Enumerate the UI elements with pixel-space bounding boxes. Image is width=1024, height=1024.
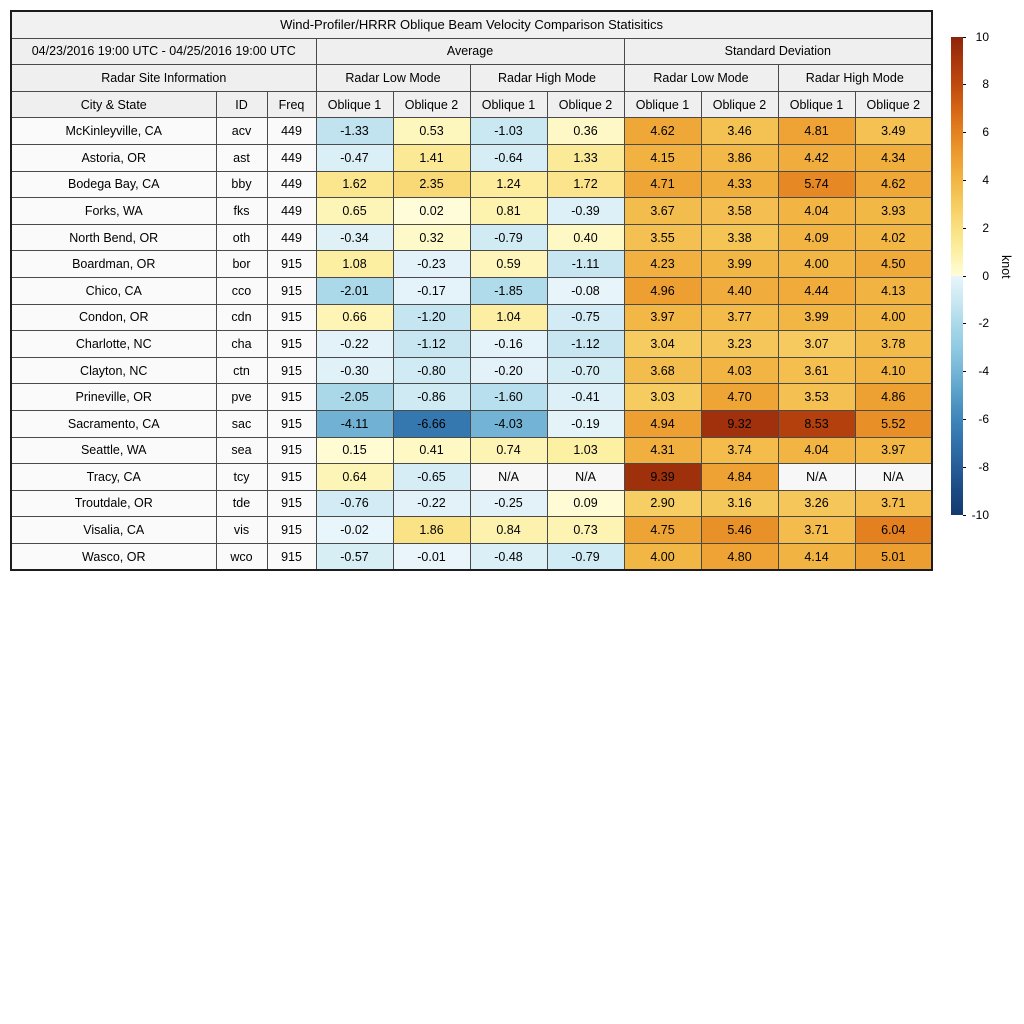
value-cell: -0.80: [393, 357, 470, 384]
freq-cell: 449: [267, 224, 316, 251]
value-cell: 3.03: [624, 384, 701, 411]
value-cell: 4.62: [624, 118, 701, 145]
value-cell: 0.41: [393, 437, 470, 464]
value-cell: 9.39: [624, 464, 701, 491]
value-cell: -0.08: [547, 277, 624, 304]
date-range-label: 04/23/2016 19:00 UTC - 04/25/2016 19:00 UTC: [11, 38, 316, 65]
site-id-cell: oth: [216, 224, 267, 251]
value-cell: 3.49: [855, 118, 932, 145]
value-cell: 0.53: [393, 118, 470, 145]
value-cell: -2.01: [316, 277, 393, 304]
value-cell: -0.23: [393, 251, 470, 278]
avg-low-mode-header: Radar Low Mode: [316, 65, 470, 92]
value-cell: 0.59: [470, 251, 547, 278]
value-cell: 8.53: [778, 410, 855, 437]
value-cell: -1.33: [316, 118, 393, 145]
value-cell: 9.32: [701, 410, 778, 437]
city-state-cell: Sacramento, CA: [11, 410, 216, 437]
value-cell: 6.04: [855, 517, 932, 544]
title-row: [11, 11, 932, 38]
value-cell: 1.62: [316, 171, 393, 198]
site-id-cell: bby: [216, 171, 267, 198]
std-high-mode-header: Radar High Mode: [778, 65, 932, 92]
table-row: [11, 144, 932, 171]
freq-cell: 915: [267, 251, 316, 278]
value-cell: 0.15: [316, 437, 393, 464]
radar-site-info-header: Radar Site Information: [11, 65, 316, 92]
value-cell: -0.47: [316, 144, 393, 171]
value-cell: N/A: [855, 464, 932, 491]
table-row: [11, 410, 932, 437]
colorbar-tick-label: -2: [978, 316, 989, 331]
table-row: [11, 198, 932, 225]
col-std-high-oblique2: Oblique 2: [855, 91, 932, 118]
value-cell: 3.99: [701, 251, 778, 278]
value-cell: 0.64: [316, 464, 393, 491]
table-title: Wind-Profiler/HRRR Oblique Beam Velocity Comparison Statisitics: [11, 11, 932, 38]
value-cell: -0.48: [470, 543, 547, 570]
value-cell: -2.05: [316, 384, 393, 411]
colorbar-tick-label: -8: [978, 459, 989, 474]
city-state-cell: Charlotte, NC: [11, 331, 216, 358]
std-low-mode-header: Radar Low Mode: [624, 65, 778, 92]
col-std-low-oblique1: Oblique 1: [624, 91, 701, 118]
site-id-cell: tcy: [216, 464, 267, 491]
freq-cell: 915: [267, 331, 316, 358]
value-cell: 4.04: [778, 437, 855, 464]
col-avg-high-oblique1: Oblique 1: [470, 91, 547, 118]
value-cell: -0.41: [547, 384, 624, 411]
value-cell: N/A: [778, 464, 855, 491]
value-cell: 4.80: [701, 543, 778, 570]
value-cell: 3.46: [701, 118, 778, 145]
col-avg-low-oblique2: Oblique 2: [393, 91, 470, 118]
value-cell: -0.70: [547, 357, 624, 384]
avg-high-mode-header: Radar High Mode: [470, 65, 624, 92]
city-state-cell: Astoria, OR: [11, 144, 216, 171]
value-cell: 3.74: [701, 437, 778, 464]
table-row: [11, 304, 932, 331]
col-avg-low-oblique1: Oblique 1: [316, 91, 393, 118]
value-cell: 2.90: [624, 490, 701, 517]
value-cell: 4.34: [855, 144, 932, 171]
freq-cell: 915: [267, 543, 316, 570]
value-cell: 4.71: [624, 171, 701, 198]
value-cell: 1.03: [547, 437, 624, 464]
value-cell: -0.86: [393, 384, 470, 411]
value-cell: -1.60: [470, 384, 547, 411]
city-state-cell: Clayton, NC: [11, 357, 216, 384]
city-state-cell: Chico, CA: [11, 277, 216, 304]
value-cell: 4.62: [855, 171, 932, 198]
group-header-row: [11, 38, 932, 65]
value-cell: 4.13: [855, 277, 932, 304]
value-cell: -0.22: [316, 331, 393, 358]
site-id-cell: fks: [216, 198, 267, 225]
city-state-cell: McKinleyville, CA: [11, 118, 216, 145]
value-cell: 1.41: [393, 144, 470, 171]
col-freq: Freq: [267, 91, 316, 118]
freq-cell: 449: [267, 118, 316, 145]
value-cell: 4.44: [778, 277, 855, 304]
value-cell: 4.10: [855, 357, 932, 384]
value-cell: 3.71: [855, 490, 932, 517]
value-cell: -0.16: [470, 331, 547, 358]
table-row: [11, 464, 932, 491]
value-cell: -0.57: [316, 543, 393, 570]
value-cell: 5.01: [855, 543, 932, 570]
colorbar-gradient: [951, 37, 963, 515]
value-cell: 3.26: [778, 490, 855, 517]
value-cell: 3.16: [701, 490, 778, 517]
value-cell: 3.77: [701, 304, 778, 331]
value-cell: 3.58: [701, 198, 778, 225]
value-cell: -4.11: [316, 410, 393, 437]
value-cell: 3.93: [855, 198, 932, 225]
value-cell: 5.74: [778, 171, 855, 198]
value-cell: 0.66: [316, 304, 393, 331]
value-cell: 4.81: [778, 118, 855, 145]
value-cell: 4.70: [701, 384, 778, 411]
colorbar-tick-label: 4: [982, 172, 989, 187]
value-cell: 4.33: [701, 171, 778, 198]
value-cell: 3.67: [624, 198, 701, 225]
colorbar-tick-label: 0: [982, 268, 989, 283]
site-id-cell: ctn: [216, 357, 267, 384]
group-standard-deviation-header: Standard Deviation: [624, 38, 932, 65]
value-cell: 4.40: [701, 277, 778, 304]
value-cell: 4.50: [855, 251, 932, 278]
table-row: [11, 517, 932, 544]
freq-cell: 915: [267, 410, 316, 437]
value-cell: 4.15: [624, 144, 701, 171]
value-cell: 1.33: [547, 144, 624, 171]
value-cell: 0.73: [547, 517, 624, 544]
value-cell: 4.84: [701, 464, 778, 491]
table-row: [11, 437, 932, 464]
value-cell: -0.20: [470, 357, 547, 384]
site-id-cell: sac: [216, 410, 267, 437]
value-cell: -4.03: [470, 410, 547, 437]
freq-cell: 915: [267, 437, 316, 464]
city-state-cell: Prineville, OR: [11, 384, 216, 411]
value-cell: 4.02: [855, 224, 932, 251]
col-std-low-oblique2: Oblique 2: [701, 91, 778, 118]
site-id-cell: acv: [216, 118, 267, 145]
table-row: [11, 277, 932, 304]
value-cell: 1.08: [316, 251, 393, 278]
value-cell: -0.19: [547, 410, 624, 437]
freq-cell: 915: [267, 304, 316, 331]
site-id-cell: tde: [216, 490, 267, 517]
value-cell: 3.99: [778, 304, 855, 331]
freq-cell: 915: [267, 517, 316, 544]
value-cell: 3.78: [855, 331, 932, 358]
site-id-cell: pve: [216, 384, 267, 411]
value-cell: 1.24: [470, 171, 547, 198]
value-cell: 3.68: [624, 357, 701, 384]
value-cell: -0.79: [470, 224, 547, 251]
value-cell: 4.03: [701, 357, 778, 384]
stats-table: [10, 10, 933, 571]
value-cell: 0.74: [470, 437, 547, 464]
city-state-cell: Tracy, CA: [11, 464, 216, 491]
colorbar: [951, 29, 1013, 522]
value-cell: -0.25: [470, 490, 547, 517]
value-cell: 3.53: [778, 384, 855, 411]
value-cell: -6.66: [393, 410, 470, 437]
table-body: [11, 118, 932, 571]
value-cell: 3.97: [624, 304, 701, 331]
value-cell: 4.86: [855, 384, 932, 411]
group-average-header: Average: [316, 38, 624, 65]
value-cell: -1.12: [547, 331, 624, 358]
value-cell: 4.09: [778, 224, 855, 251]
value-cell: 4.00: [778, 251, 855, 278]
col-std-high-oblique1: Oblique 1: [778, 91, 855, 118]
table-row: [11, 384, 932, 411]
site-id-cell: sea: [216, 437, 267, 464]
value-cell: 4.00: [624, 543, 701, 570]
value-cell: -0.79: [547, 543, 624, 570]
table-row: [11, 331, 932, 358]
value-cell: 0.02: [393, 198, 470, 225]
value-cell: -1.20: [393, 304, 470, 331]
value-cell: 3.86: [701, 144, 778, 171]
column-header-row: [11, 91, 932, 118]
value-cell: 0.65: [316, 198, 393, 225]
colorbar-tick-label: -4: [978, 364, 989, 379]
site-id-cell: cco: [216, 277, 267, 304]
value-cell: -0.22: [393, 490, 470, 517]
value-cell: 4.23: [624, 251, 701, 278]
value-cell: 1.72: [547, 171, 624, 198]
colorbar-tick-label: 10: [975, 29, 989, 44]
city-state-cell: Bodega Bay, CA: [11, 171, 216, 198]
value-cell: N/A: [470, 464, 547, 491]
city-state-cell: Troutdale, OR: [11, 490, 216, 517]
table-row: [11, 118, 932, 145]
colorbar-tick-label: 2: [982, 220, 989, 235]
col-avg-high-oblique2: Oblique 2: [547, 91, 624, 118]
value-cell: 0.84: [470, 517, 547, 544]
value-cell: 1.86: [393, 517, 470, 544]
value-cell: 5.46: [701, 517, 778, 544]
value-cell: 4.14: [778, 543, 855, 570]
value-cell: 3.71: [778, 517, 855, 544]
value-cell: -1.85: [470, 277, 547, 304]
value-cell: -0.76: [316, 490, 393, 517]
colorbar-unit-label: knot: [999, 255, 1013, 279]
freq-cell: 915: [267, 357, 316, 384]
table-row: [11, 171, 932, 198]
city-state-cell: Wasco, OR: [11, 543, 216, 570]
table-row: [11, 490, 932, 517]
site-id-cell: bor: [216, 251, 267, 278]
site-id-cell: cha: [216, 331, 267, 358]
city-state-cell: Visalia, CA: [11, 517, 216, 544]
value-cell: 3.55: [624, 224, 701, 251]
value-cell: 5.52: [855, 410, 932, 437]
table-row: [11, 224, 932, 251]
value-cell: 3.38: [701, 224, 778, 251]
freq-cell: 915: [267, 464, 316, 491]
city-state-cell: North Bend, OR: [11, 224, 216, 251]
colorbar-tick-label: -6: [978, 411, 989, 426]
value-cell: 4.00: [855, 304, 932, 331]
city-state-cell: Condon, OR: [11, 304, 216, 331]
value-cell: -1.11: [547, 251, 624, 278]
colorbar-tick-label: 6: [982, 125, 989, 140]
value-cell: -0.64: [470, 144, 547, 171]
freq-cell: 449: [267, 171, 316, 198]
value-cell: 3.23: [701, 331, 778, 358]
mode-header-row: [11, 65, 932, 92]
city-state-cell: Boardman, OR: [11, 251, 216, 278]
value-cell: 1.04: [470, 304, 547, 331]
value-cell: 0.32: [393, 224, 470, 251]
city-state-cell: Seattle, WA: [11, 437, 216, 464]
table-row: [11, 543, 932, 570]
value-cell: 0.36: [547, 118, 624, 145]
freq-cell: 915: [267, 384, 316, 411]
site-id-cell: vis: [216, 517, 267, 544]
col-city-state: City & State: [11, 91, 216, 118]
value-cell: -0.39: [547, 198, 624, 225]
value-cell: 3.61: [778, 357, 855, 384]
site-id-cell: ast: [216, 144, 267, 171]
value-cell: -0.65: [393, 464, 470, 491]
city-state-cell: Forks, WA: [11, 198, 216, 225]
site-id-cell: wco: [216, 543, 267, 570]
freq-cell: 915: [267, 277, 316, 304]
value-cell: 3.97: [855, 437, 932, 464]
value-cell: -1.03: [470, 118, 547, 145]
site-id-cell: cdn: [216, 304, 267, 331]
value-cell: 0.40: [547, 224, 624, 251]
value-cell: 0.81: [470, 198, 547, 225]
table-row: [11, 251, 932, 278]
col-id: ID: [216, 91, 267, 118]
value-cell: 2.35: [393, 171, 470, 198]
value-cell: 0.09: [547, 490, 624, 517]
freq-cell: 449: [267, 144, 316, 171]
value-cell: -1.12: [393, 331, 470, 358]
value-cell: 4.42: [778, 144, 855, 171]
value-cell: -0.01: [393, 543, 470, 570]
freq-cell: 449: [267, 198, 316, 225]
value-cell: -0.30: [316, 357, 393, 384]
value-cell: 3.04: [624, 331, 701, 358]
value-cell: 4.94: [624, 410, 701, 437]
value-cell: 4.75: [624, 517, 701, 544]
value-cell: -0.75: [547, 304, 624, 331]
colorbar-tick-label: 8: [982, 77, 989, 92]
value-cell: 4.31: [624, 437, 701, 464]
value-cell: -0.02: [316, 517, 393, 544]
value-cell: N/A: [547, 464, 624, 491]
table-row: [11, 357, 932, 384]
value-cell: -0.17: [393, 277, 470, 304]
value-cell: 3.07: [778, 331, 855, 358]
colorbar-tick-label: -10: [971, 507, 989, 522]
freq-cell: 915: [267, 490, 316, 517]
value-cell: 4.96: [624, 277, 701, 304]
value-cell: -0.34: [316, 224, 393, 251]
value-cell: 4.04: [778, 198, 855, 225]
